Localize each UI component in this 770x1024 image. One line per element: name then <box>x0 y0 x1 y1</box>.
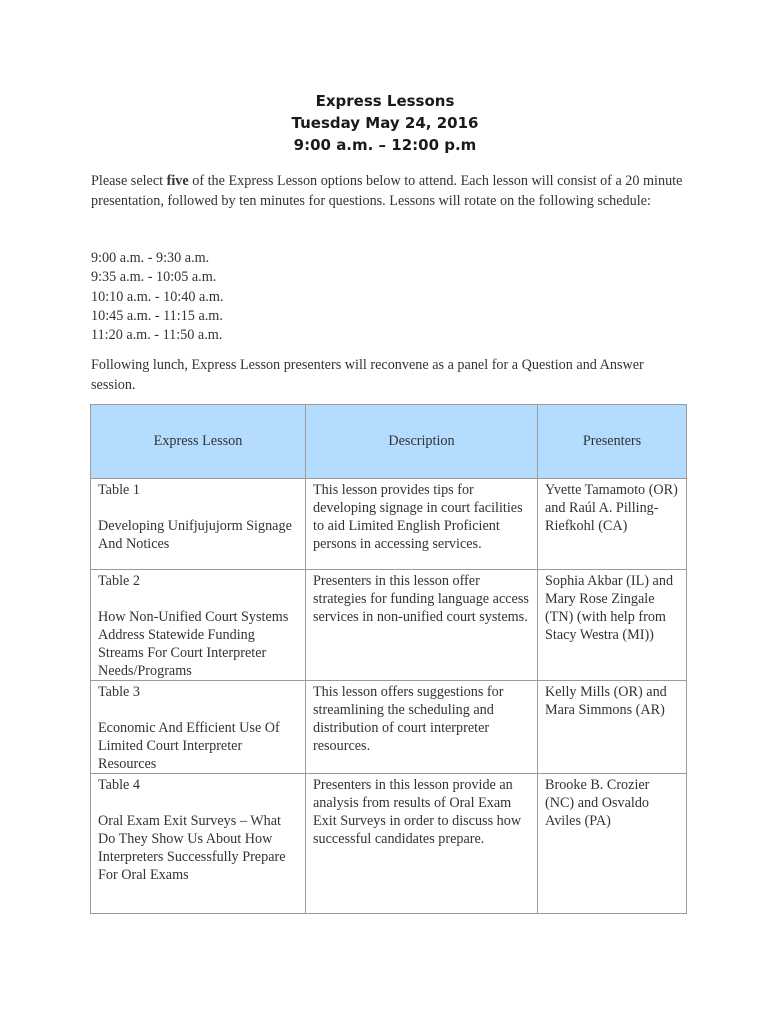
presenters-cell: Kelly Mills (OR) and Mara Simmons (AR) <box>538 681 687 774</box>
table-row <box>91 479 687 570</box>
schedule-slot: 10:45 a.m. - 11:15 a.m. <box>91 307 223 324</box>
document-title-block <box>0 90 770 156</box>
schedule-slot: 10:10 a.m. - 10:40 a.m. <box>91 288 224 305</box>
intro-text-end: of the Express Lesson options below to attend. Each lesson will consist of a 20 minute presentation, followed by ten minutes for questions. Lessons will rotate on the following schedule: <box>91 173 683 209</box>
header-description: Description <box>306 405 538 479</box>
table-number: Table 4 <box>98 777 140 793</box>
lesson-cell <box>91 570 306 681</box>
lesson-title: Developing Unifjujujorm Signage And Notices <box>98 518 292 552</box>
description-cell: Presenters in this lesson provide an analysis from results of Oral Exam Exit Surveys in order to discuss how successful candidates prepare. <box>306 774 538 914</box>
panel-note: Following lunch, Express Lesson presenters will reconvene as a panel for a Question and Answer session. <box>91 357 644 393</box>
schedule-slot: 9:00 a.m. - 9:30 a.m. <box>91 250 210 266</box>
lesson-title: Economic And Efficient Use Of Limited Court Interpreter Resources <box>98 720 280 772</box>
header-presenters: Presenters <box>538 405 687 479</box>
table-number: Table 2 <box>98 573 140 589</box>
event-date: Tuesday May 24, 2016 <box>291 114 479 132</box>
table-number: Table 3 <box>98 684 140 700</box>
rotation-schedule <box>91 249 691 345</box>
lesson-cell <box>91 479 306 570</box>
description-cell: This lesson provides tips for developing signage in court facilities to aid Limited English Proficient persons in accessing services. <box>306 479 538 570</box>
intro-paragraph <box>91 172 691 211</box>
header-express-lesson: Express Lesson <box>91 405 306 479</box>
presenters-cell: Yvette Tamamoto (OR) and Raúl A. Pilling-Riefkohl (CA) <box>538 479 687 570</box>
table-row <box>91 681 687 774</box>
lesson-cell <box>91 681 306 774</box>
schedule-slot: 9:35 a.m. - 10:05 a.m. <box>91 269 217 286</box>
description-cell: Presenters in this lesson offer strategies for funding language access services in non-unified court systems. <box>306 570 538 681</box>
lesson-cell <box>91 774 306 914</box>
table-number: Table 1 <box>98 482 140 498</box>
lessons-table <box>90 404 687 914</box>
description-cell: This lesson offers suggestions for streamlining the scheduling and distribution of court interpreter resources. <box>306 681 538 774</box>
lesson-title: Oral Exam Exit Surveys – What Do They Show Us About How Interpreters Successfully Prepare For Oral Exams <box>98 813 286 883</box>
table-row <box>91 570 687 681</box>
document-title: Express Lessons <box>315 92 455 110</box>
intro-emphasis: five <box>166 173 189 189</box>
presenters-cell: Sophia Akbar (IL) and Mary Rose Zingale (TN) (with help from Stacy Westra (MI)) <box>538 570 687 681</box>
intro-text-start: Please select <box>91 173 167 189</box>
lesson-title: How Non-Unified Court Systems Address Statewide Funding Streams For Court Interpreter Needs/Programs <box>98 609 289 679</box>
event-time: 9:00 a.m. – 12:00 p.m <box>293 136 477 154</box>
presenters-cell: Brooke B. Crozier (NC) and Osvaldo Aviles (PA) <box>538 774 687 914</box>
schedule-slot: 11:20 a.m. - 11:50 a.m. <box>91 327 223 344</box>
table-row <box>91 774 687 914</box>
table-header-row <box>91 405 687 479</box>
